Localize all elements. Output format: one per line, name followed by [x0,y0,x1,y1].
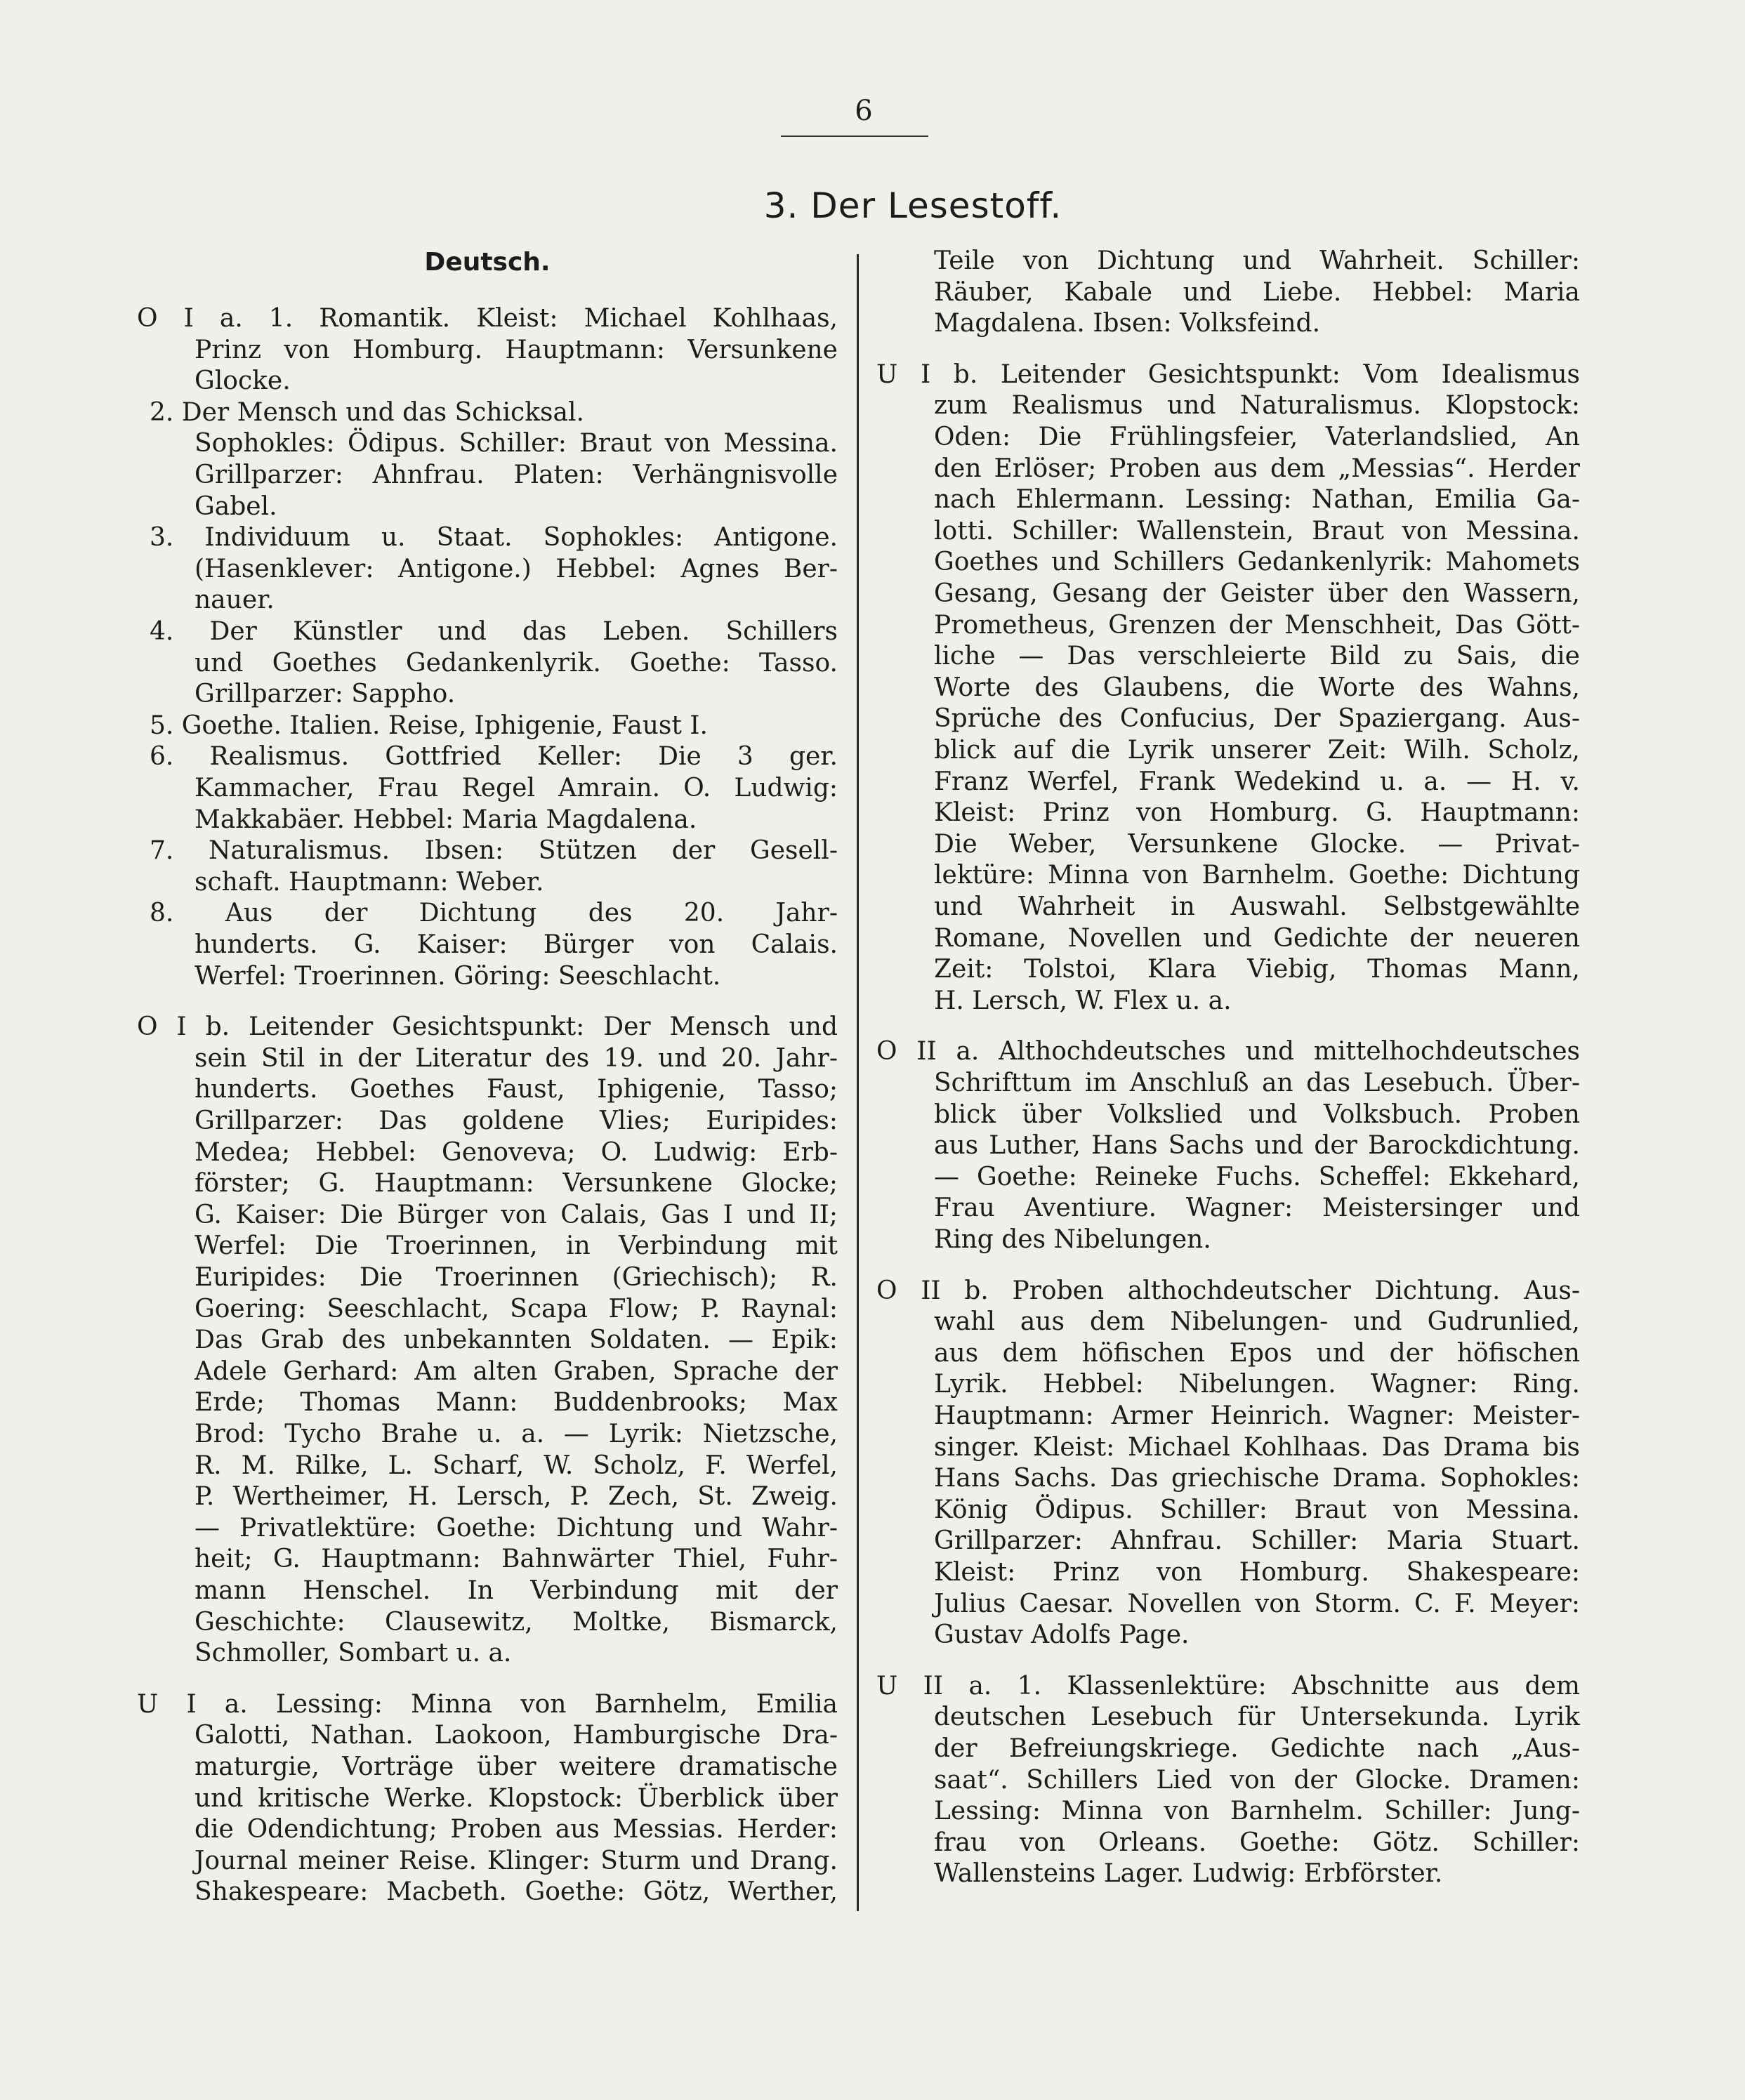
text-line: Gustav Adolfs Page. [934,1620,1190,1650]
text-line: nauer. [195,586,275,615]
text-line: Hauptmann: Armer Heinrich. Wagner: Meister- [934,1401,1580,1430]
text-line: Galotti, Nathan. Laokoon, Hamburgische Dra- [195,1721,838,1750]
text-line: R. M. Rilke, L. Scharf, W. Scholz, F. Werfel, [195,1451,838,1480]
text-line: liche — Das verschleierte Bild zu Sais, die [934,642,1580,671]
text-line: G. Kaiser: Die Bürger von Calais, Gas I und II; [195,1200,838,1229]
column-heading: Deutsch. [424,248,551,277]
text-line: nach Ehlermann. Lessing: Nathan, Emilia Ga- [934,485,1580,515]
section-title: 3. Der Lesestoff. [763,185,1062,226]
column-divider [857,254,859,1911]
text-line: Shakespeare: Macbeth. Goethe: Götz, Werther, [195,1877,838,1907]
text-line: 8. Aus der Dichtung des 20. Jahr- [150,899,838,928]
text-line: Werfel: Troerinnen. Göring: Seeschlacht. [195,961,721,991]
text-line: Makkabäer. Hebbel: Maria Magdalena. [195,805,697,834]
text-line: und Goethes Gedankenlyrik. Goethe: Tasso. [195,648,838,678]
text-line: singer. Kleist: Michael Kohlhaas. Das Drama bis [934,1432,1580,1462]
text-line: Prinz von Homburg. Hauptmann: Versunkene [195,335,838,364]
text-line: Franz Werfel, Frank Wedekind u. a. — H. v. [934,767,1580,796]
text-line: Magdalena. Ibsen: Volksfeind. [934,309,1321,338]
text-line: Goering: Seeschlacht, Scapa Flow; P. Raynal: [195,1294,838,1323]
text-line: der Befreiungskriege. Gedichte nach „Aus- [934,1734,1580,1763]
text-line: O II b. Proben althochdeutscher Dichtung. Aus- [876,1276,1580,1305]
text-line: Sprüche des Confucius, Der Spaziergang. Aus- [934,704,1580,734]
text-line: lektüre: Minna von Barnhelm. Goethe: Dichtung [934,861,1580,890]
page-number: 6 [855,95,873,127]
text-line: Frau Aventiure. Wagner: Meistersinger und [934,1194,1580,1223]
text-line: Die Weber, Versunkene Glocke. — Privat- [934,829,1580,859]
text-line: 2. Der Mensch und das Schicksal. [150,397,584,427]
text-line: Hans Sachs. Das griechische Drama. Sophokles: [934,1464,1580,1493]
text-line: U II a. 1. Klassenlektüre: Abschnitte aus dem [876,1671,1580,1701]
text-line: König Ödipus. Schiller: Braut von Messina. [934,1495,1580,1524]
text-line: blick auf die Lyrik unserer Zeit: Wilh. Scholz, [934,736,1580,765]
text-line: Gabel. [195,491,277,521]
text-line: Zeit: Tolstoi, Klara Viebig, Thomas Mann, [934,955,1580,984]
text-line: Glocke. [195,366,291,396]
text-line: U I a. Lessing: Minna von Barnhelm, Emilia [137,1689,838,1719]
text-line: Das Grab des unbekannten Soldaten. — Epik: [195,1326,838,1355]
text-line: Wallensteins Lager. Ludwig: Erbförster. [934,1859,1443,1889]
text-line: 4. Der Künstler und das Leben. Schillers [150,617,838,646]
text-line: 7. Naturalismus. Ibsen: Stützen der Gesell- [150,836,838,866]
text-line: Grillparzer: Ahnfrau. Platen: Verhängnisvolle [195,461,838,489]
text-line: (Hasenklever: Antigone.) Hebbel: Agnes Ber- [195,554,838,583]
text-line: Grillparzer: Das goldene Vlies; Euripides: [195,1107,838,1135]
text-line: blick über Volkslied und Volksbuch. Proben [934,1099,1580,1129]
text-line: 5. Goethe. Italien. Reise, Iphigenie, Faust I. [150,711,708,740]
text-line: Euripides: Die Troerinnen (Griechisch); R. [195,1263,838,1292]
text-line: Grillparzer: Ahnfrau. Schiller: Maria Stuart. [934,1526,1580,1556]
text-line: Geschichte: Clausewitz, Moltke, Bismarck, [195,1607,838,1637]
text-line: und kritische Werke. Klopstock: Überblick über [195,1783,838,1813]
text-line: Schmoller, Sombart u. a. [195,1639,512,1668]
text-line: Erde; Thomas Mann: Buddenbrooks; Max [195,1388,838,1418]
text-line: Journal meiner Reise. Klinger: Sturm und Drang. [195,1846,838,1875]
text-line: — Goethe: Reineke Fuchs. Scheffel: Ekkehard, [934,1162,1580,1191]
text-line: sein Stil in der Literatur des 19. und 20. Jahr- [195,1043,838,1073]
text-line: heit; G. Hauptmann: Bahnwärter Thiel, Fuhr- [195,1545,838,1574]
text-line: Teile von Dichtung und Wahrheit. Schiller: [934,246,1580,275]
text-line: den Erlöser; Proben aus dem „Messias“. Herder [934,454,1580,483]
page-number-rule [781,136,928,137]
text-line: wahl aus dem Nibelungen- und Gudrunlied, [934,1307,1580,1337]
text-line: O I b. Leitender Gesichtspunkt: Der Mensch und [137,1012,838,1042]
text-line: zum Realismus und Naturalismus. Klopstock: [934,391,1580,421]
text-line: saat“. Schillers Lied von der Glocke. Dramen: [934,1765,1580,1795]
text-line: Gesang, Gesang der Geister über den Wassern, [934,579,1580,608]
text-line: Sophokles: Ödipus. Schiller: Braut von Messina. [195,429,838,458]
text-line: maturgie, Vorträge über weitere dramatische [195,1752,838,1781]
text-line: Ring des Nibelungen. [934,1225,1211,1254]
text-line: mann Henschel. In Verbindung mit der [195,1576,838,1605]
text-line: die Odendichtung; Proben aus Messias. Herder: [195,1815,838,1844]
text-line: Oden: Die Frühlingsfeier, Vaterlandslied, An [934,423,1580,451]
text-line: deutschen Lesebuch für Untersekunda. Lyrik [934,1703,1580,1732]
text-line: Brod: Tycho Brahe u. a. — Lyrik: Nietzsche, [195,1420,838,1448]
text-line: Räuber, Kabale und Liebe. Hebbel: Maria [934,277,1580,307]
text-line: 6. Realismus. Gottfried Keller: Die 3 ger. [150,742,838,772]
text-line: frau von Orleans. Goethe: Götz. Schiller: [934,1828,1580,1857]
text-line: schaft. Hauptmann: Weber. [195,867,544,897]
text-line: aus Luther, Hans Sachs und der Barockdichtung. [934,1131,1580,1161]
text-line: Julius Caesar. Novellen von Storm. C. F. Meyer: [934,1589,1580,1618]
text-line: Lessing: Minna von Barnhelm. Schiller: Jung- [934,1797,1580,1826]
text-line: Lyrik. Hebbel: Nibelungen. Wagner: Ring. [934,1370,1580,1399]
text-line: Grillparzer: Sappho. [195,680,456,709]
text-line: Adele Gerhard: Am alten Graben, Sprache der [195,1356,838,1386]
text-line: — Privatlektüre: Goethe: Dichtung und Wahr- [195,1513,838,1543]
text-line: Kammacher, Frau Regel Amrain. O. Ludwig: [195,774,838,803]
text-line: und Wahrheit in Auswahl. Selbstgewählte [934,892,1580,921]
text-line: O I a. 1. Romantik. Kleist: Michael Kohlhaas, [137,304,838,333]
text-line: Worte des Glaubens, die Worte des Wahns, [934,673,1580,702]
text-line: Kleist: Prinz von Homburg. G. Hauptmann: [934,798,1580,828]
text-line: Medea; Hebbel: Genoveva; O. Ludwig: Erb- [195,1137,838,1167]
text-line: Schrifttum im Anschluß an das Lesebuch. Über- [934,1069,1580,1097]
text-line: hunderts. Goethes Faust, Iphigenie, Tasso; [195,1075,838,1104]
text-line: Kleist: Prinz von Homburg. Shakespeare: [934,1558,1580,1587]
text-line: P. Wertheimer, H. Lersch, P. Zech, St. Zweig. [195,1482,838,1512]
text-line: Werfel: Die Troerinnen, in Verbindung mit [195,1231,838,1261]
text-line: aus dem höfischen Epos und der höfischen [934,1338,1580,1368]
text-line: U I b. Leitender Gesichtspunkt: Vom Idealismus [876,359,1580,389]
text-line: Goethes und Schillers Gedankenlyrik: Mahomets [934,548,1580,577]
text-line: hunderts. G. Kaiser: Bürger von Calais. [195,930,838,959]
text-line: lotti. Schiller: Wallenstein, Braut von Messina. [934,516,1580,546]
text-line: Romane, Novellen und Gedichte der neueren [934,923,1580,953]
text-line: 3. Individuum u. Staat. Sophokles: Antigone. [150,523,838,553]
text-line: förster; G. Hauptmann: Versunkene Glocke; [195,1169,838,1198]
text-line: Prometheus, Grenzen der Menschheit, Das Gött- [934,610,1580,640]
text-line: O II a. Althochdeutsches und mittelhochdeutsches [876,1037,1580,1066]
text-line: H. Lersch, W. Flex u. a. [934,986,1232,1015]
